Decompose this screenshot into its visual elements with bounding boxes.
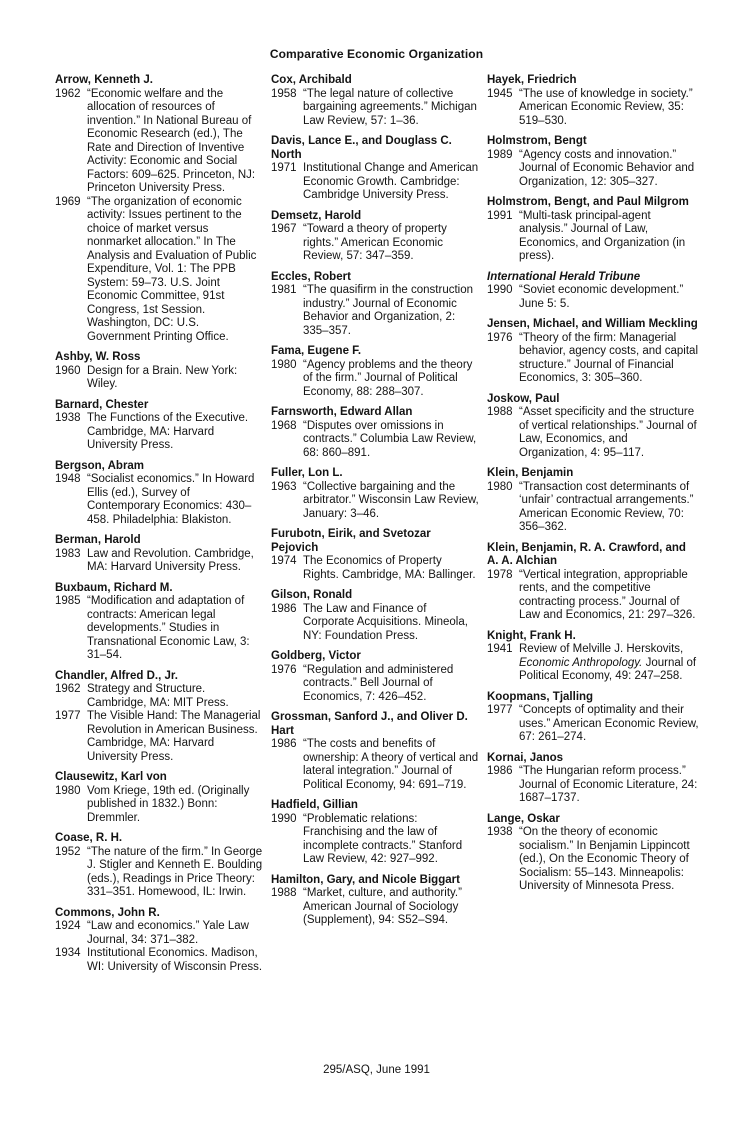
reference-author: Holmstrom, Bengt, and Paul Milgrom bbox=[487, 196, 689, 208]
reference-citation: “Soviet economic development.” June 5: 5. bbox=[519, 284, 684, 310]
reference-item bbox=[55, 412, 263, 453]
reference-year: 1976 bbox=[487, 331, 513, 344]
reference-entry bbox=[271, 271, 479, 339]
reference-author: Fuller, Lon L. bbox=[271, 467, 343, 479]
reference-citation: “The costs and benefits of ownership: A theory of vertical and lateral integration.” Journal of Political Economy, 94: 691–719. bbox=[303, 738, 479, 791]
citation-text: Journal of Political Economy, 49: 247–258. bbox=[519, 656, 697, 682]
reference-entry bbox=[487, 271, 699, 312]
reference-year: 1963 bbox=[271, 480, 297, 493]
reference-citation: The Functions of the Executive. Cambridge, MA: Harvard University Press. bbox=[87, 412, 249, 451]
reference-entry bbox=[487, 393, 699, 461]
reference-year: 1986 bbox=[271, 738, 297, 750]
reference-author: Hayek, Friedrich bbox=[487, 74, 577, 86]
reference-year: 1952 bbox=[55, 845, 81, 858]
reference-citation: “Toward a theory of property rights.” American Economic Review, 57: 347–359. bbox=[303, 223, 447, 262]
reference-citation: “The organization of economic activity: Issues pertinent to the choice of market versus nonmarket allocation.” In The Analysis and Evaluation of Public Expenditure, Vol. 1: The PPB System: 59–73. U.S. Joint Economic Committee, 91st Congress, 1st Session. Washington, DC: U.S. Government Printing Office. bbox=[87, 195, 257, 343]
reference-entry bbox=[487, 813, 699, 894]
reference-citation: “Multi-task principal-agent analysis.” Journal of Law, Economics, and Organization (in press). bbox=[519, 209, 686, 262]
reference-year: 1978 bbox=[487, 568, 513, 581]
reference-author: Barnard, Chester bbox=[55, 398, 149, 411]
reference-entry bbox=[55, 534, 263, 575]
reference-item bbox=[487, 88, 699, 129]
reference-entry bbox=[487, 630, 699, 684]
reference-item bbox=[271, 223, 479, 264]
reference-entry bbox=[271, 345, 479, 399]
reference-author: International Herald Tribune bbox=[487, 270, 641, 283]
reference-item bbox=[55, 595, 263, 663]
page-title: Comparative Economic Organization bbox=[269, 47, 484, 61]
reference-item bbox=[55, 846, 263, 900]
reference-item bbox=[55, 920, 263, 947]
reference-year: 1941 bbox=[487, 643, 513, 655]
reference-author: Ashby, W. Ross bbox=[55, 351, 141, 363]
reference-item bbox=[487, 149, 699, 190]
reference-item bbox=[487, 643, 699, 684]
reference-author: Demsetz, Harold bbox=[271, 209, 362, 222]
reference-entry bbox=[271, 467, 479, 521]
reference-citation: “Problematic relations: Franchising and the law of incomplete contracts.” Stanford Law Review, 42: 927–992. bbox=[303, 812, 463, 865]
reference-item bbox=[271, 664, 479, 705]
reference-item bbox=[487, 332, 699, 386]
reference-item bbox=[55, 683, 263, 710]
reference-item bbox=[487, 826, 699, 894]
reference-year: 1981 bbox=[271, 284, 297, 296]
reference-citation: “The legal nature of collective bargaining agreements.” Michigan Law Review, 57: 1–36. bbox=[303, 87, 477, 127]
citation-text: Review of Melville J. Herskovits, bbox=[519, 643, 684, 655]
running-head bbox=[0, 47, 753, 61]
reference-citation: “The use of knowledge in society.” American Economic Review, 35: 519–530. bbox=[519, 87, 693, 127]
reference-author: Farnsworth, Edward Allan bbox=[271, 406, 413, 418]
reference-entry bbox=[271, 135, 479, 203]
reference-year: 1962 bbox=[55, 87, 81, 100]
reference-year: 1974 bbox=[271, 555, 297, 567]
reference-year: 1977 bbox=[487, 704, 513, 716]
reference-author: Koopmans, Tjalling bbox=[487, 690, 594, 703]
reference-author: Berman, Harold bbox=[55, 534, 141, 546]
reference-citation: “Disputes over omissions in contracts.” Columbia Law Review, 68: 860–891. bbox=[303, 419, 477, 459]
reference-item bbox=[55, 365, 263, 392]
reference-entry bbox=[55, 351, 263, 392]
reference-item bbox=[55, 710, 263, 764]
reference-entry bbox=[55, 399, 263, 453]
reference-citation: “Regulation and administered contracts.” Bell Journal of Economics, 7: 426–452. bbox=[303, 663, 454, 703]
reference-entry bbox=[271, 589, 479, 643]
reference-year: 1962 bbox=[55, 683, 81, 695]
reference-author: Jensen, Michael, and William Meckling bbox=[487, 318, 698, 330]
reference-entry bbox=[271, 711, 479, 792]
reference-entry bbox=[487, 467, 699, 535]
reference-year: 1960 bbox=[55, 364, 81, 377]
reference-citation: The Economics of Property Rights. Cambridge, MA: Ballinger. bbox=[303, 555, 476, 581]
reference-entry bbox=[487, 74, 699, 128]
reference-author: Grossman, Sanford J., and Oliver D. Hart bbox=[271, 711, 468, 737]
reference-citation bbox=[519, 643, 699, 684]
reference-entry bbox=[55, 907, 263, 975]
reference-entry bbox=[271, 210, 479, 264]
reference-item bbox=[487, 765, 699, 806]
reference-citation: “Modification and adaptation of contracts: American legal developments.” Studies in Transnational Economic Law, 3: 31–54. bbox=[87, 595, 250, 661]
reference-year: 1977 bbox=[55, 710, 81, 722]
reference-author: Commons, John R. bbox=[55, 906, 160, 919]
reference-year: 1968 bbox=[271, 419, 297, 432]
reference-author: Cox, Archibald bbox=[271, 74, 352, 86]
reference-item bbox=[271, 420, 479, 461]
reference-year: 1945 bbox=[487, 87, 513, 100]
reference-citation: “Asset specificity and the structure of vertical relationships.” Journal of Law, Economics, and Organization, 4: 95–117. bbox=[519, 406, 697, 459]
reference-citation: “The Hungarian reform process.” Journal of Economic Literature, 24: 1687–1737. bbox=[519, 765, 698, 804]
reference-year: 1971 bbox=[271, 162, 297, 174]
reference-entry bbox=[55, 832, 263, 900]
reference-entry bbox=[55, 670, 263, 765]
reference-year: 1980 bbox=[271, 358, 297, 371]
reference-entry bbox=[487, 542, 699, 623]
reference-year: 1986 bbox=[487, 765, 513, 777]
reference-citation: Law and Revolution. Cambridge, MA: Harvard University Press. bbox=[87, 547, 254, 573]
reference-citation: “Collective bargaining and the arbitrator.” Wisconsin Law Review, January: 3–46. bbox=[303, 480, 479, 520]
reference-item bbox=[487, 481, 699, 535]
reference-entry bbox=[55, 74, 263, 344]
reference-author: Holmstrom, Bengt bbox=[487, 135, 587, 147]
reference-item bbox=[55, 196, 263, 345]
reference-entry bbox=[487, 691, 699, 745]
reference-entry bbox=[271, 74, 479, 128]
reference-citation: “Concepts of optimality and their uses.” American Economic Review, 67: 261–274. bbox=[519, 704, 699, 743]
reference-citation: Vom Kriege, 19th ed. (Originally published in 1832.) Bonn: Dremmler. bbox=[87, 784, 250, 824]
reference-entry bbox=[487, 318, 699, 386]
reference-citation: “Socialist economics.” In Howard Ellis (ed.), Survey of Contemporary Economics: 430–458. Philadelphia: Blakiston. bbox=[87, 473, 255, 526]
reference-item bbox=[271, 481, 479, 522]
reference-item bbox=[55, 947, 263, 974]
reference-item bbox=[55, 548, 263, 575]
reference-item bbox=[487, 569, 699, 623]
reference-citation: Design for a Brain. New York: Wiley. bbox=[87, 364, 238, 390]
reference-citation: “Theory of the firm: Managerial behavior, agency costs, and capital structure.” Journal of Financial Economics, 3: 305–360. bbox=[519, 331, 699, 384]
reference-year: 1991 bbox=[487, 209, 513, 222]
reference-author: Chandler, Alfred D., Jr. bbox=[55, 669, 178, 682]
reference-citation: The Visible Hand: The Managerial Revolution in American Business. Cambridge, MA: Harvard University Press. bbox=[87, 710, 261, 763]
reference-year: 1934 bbox=[55, 947, 81, 959]
reference-entry bbox=[271, 406, 479, 460]
reference-year: 1976 bbox=[271, 663, 297, 676]
reference-year: 1980 bbox=[55, 784, 81, 797]
reference-year: 1985 bbox=[55, 595, 81, 607]
reference-item bbox=[487, 704, 699, 745]
reference-entry bbox=[271, 799, 479, 867]
reference-author: Goldberg, Victor bbox=[271, 650, 361, 662]
reference-column-2 bbox=[271, 74, 479, 935]
reference-item bbox=[487, 406, 699, 460]
reference-year: 1990 bbox=[487, 284, 513, 296]
reference-year: 1990 bbox=[271, 812, 297, 825]
reference-citation: Strategy and Structure. Cambridge, MA: MIT Press. bbox=[87, 683, 229, 709]
reference-entry bbox=[271, 874, 479, 928]
reference-citation: “Transaction cost determinants of ‘unfair’ contractual arrangements.” American Economic Review, 70: 356–362. bbox=[519, 480, 694, 533]
reference-author: Furubotn, Eirik, and Svetozar Pejovich bbox=[271, 528, 431, 554]
reference-citation: “Agency problems and the theory of the firm.” Journal of Political Economy, 88: 288–307. bbox=[303, 358, 473, 398]
reference-entry bbox=[55, 771, 263, 825]
reference-entry bbox=[487, 752, 699, 806]
reference-author: Knight, Frank H. bbox=[487, 629, 576, 642]
reference-item bbox=[55, 88, 263, 196]
reference-year: 1938 bbox=[487, 826, 513, 838]
reference-author: Davis, Lance E., and Douglass C. North bbox=[271, 135, 452, 161]
reference-year: 1938 bbox=[55, 412, 81, 424]
reference-citation: “Market, culture, and authority.” American Journal of Sociology (Supplement), 94: S52–S94. bbox=[303, 887, 462, 926]
reference-citation: “On the theory of economic socialism.” In Benjamin Lippincott (ed.), On the Economic Theory of Socialism: 55–143. Minneapolis: University of Minnesota Press. bbox=[519, 826, 690, 892]
reference-citation: Institutional Change and American Economic Growth. Cambridge: Cambridge University Press. bbox=[303, 162, 479, 201]
reference-citation: “Economic welfare and the allocation of resources of invention.” In National Bureau of Economic Research (ed.), The Rate and Direction of Inventive Activity: Economic and Social Factors: 609–625. Princeton, NJ: Princeton University Press. bbox=[87, 87, 256, 194]
reference-item bbox=[271, 359, 479, 400]
reference-author: Gilson, Ronald bbox=[271, 589, 353, 601]
reference-author: Hamilton, Gary, and Nicole Biggart bbox=[271, 873, 460, 886]
reference-entry bbox=[487, 135, 699, 189]
reference-year: 1988 bbox=[487, 406, 513, 418]
reference-entry bbox=[271, 528, 479, 582]
reference-author: Klein, Benjamin, R. A. Crawford, and A. A. Alchian bbox=[487, 541, 686, 567]
reference-author: Hadfield, Gillian bbox=[271, 799, 358, 811]
reference-author: Joskow, Paul bbox=[487, 392, 560, 405]
reference-year: 1969 bbox=[55, 195, 81, 208]
reference-author: Coase, R. H. bbox=[55, 832, 123, 844]
reference-year: 1986 bbox=[271, 602, 297, 615]
reference-year: 1983 bbox=[55, 547, 81, 560]
reference-year: 1924 bbox=[55, 920, 81, 932]
reference-item bbox=[271, 738, 479, 792]
reference-author: Buxbaum, Richard M. bbox=[55, 581, 173, 594]
reference-item bbox=[271, 88, 479, 129]
reference-citation: “Vertical integration, appropriable rents, and the competitive contracting process.” Journal of Law and Economics, 21: 297–326. bbox=[519, 568, 696, 621]
reference-author: Fama, Eugene F. bbox=[271, 345, 362, 357]
reference-item bbox=[271, 555, 479, 582]
reference-citation: The Law and Finance of Corporate Acquisitions. Mineola, NY: Foundation Press. bbox=[303, 602, 468, 642]
reference-item bbox=[271, 813, 479, 867]
reference-column-1 bbox=[55, 74, 263, 981]
reference-entry bbox=[271, 650, 479, 704]
reference-citation: “The nature of the firm.” In George J. Stigler and Kenneth E. Boulding (eds.), Readings in Price Theory: 331–351. Homewood, IL: Irwin. bbox=[87, 845, 263, 898]
reference-item bbox=[55, 785, 263, 826]
reference-item bbox=[55, 473, 263, 527]
reference-author: Clausewitz, Karl von bbox=[55, 771, 167, 783]
reference-column-3 bbox=[487, 74, 699, 901]
reference-citation: “Agency costs and innovation.” Journal of Economic Behavior and Organization, 12: 305–327. bbox=[519, 148, 695, 188]
reference-year: 1948 bbox=[55, 473, 81, 485]
reference-item bbox=[487, 210, 699, 264]
reference-author: Lange, Oskar bbox=[487, 812, 560, 825]
footer-text: 295/ASQ, June 1991 bbox=[323, 1064, 430, 1076]
page-footer bbox=[0, 1064, 753, 1076]
reference-author: Arrow, Kenneth J. bbox=[55, 74, 153, 86]
reference-entry bbox=[487, 196, 699, 264]
reference-author: Klein, Benjamin bbox=[487, 467, 574, 479]
reference-author: Kornai, Janos bbox=[487, 751, 564, 764]
reference-year: 1988 bbox=[271, 887, 297, 899]
reference-citation: Institutional Economics. Madison, WI: University of Wisconsin Press. bbox=[87, 947, 263, 973]
reference-author: Eccles, Robert bbox=[271, 270, 351, 283]
reference-citation: “Law and economics.” Yale Law Journal, 34: 371–382. bbox=[87, 920, 249, 946]
reference-author: Bergson, Abram bbox=[55, 459, 145, 472]
reference-item bbox=[271, 162, 479, 203]
reference-year: 1967 bbox=[271, 223, 297, 235]
reference-entry bbox=[55, 460, 263, 528]
reference-item bbox=[271, 284, 479, 338]
reference-item bbox=[271, 887, 479, 928]
reference-item bbox=[271, 603, 479, 644]
citation-book-title: Economic Anthropology. bbox=[519, 656, 643, 669]
reference-citation: “The quasifirm in the construction industry.” Journal of Economic Behavior and Organization, 2: 335–357. bbox=[303, 284, 474, 337]
reference-year: 1989 bbox=[487, 148, 513, 161]
reference-item bbox=[487, 284, 699, 311]
reference-year: 1980 bbox=[487, 480, 513, 493]
reference-year: 1958 bbox=[271, 87, 297, 100]
reference-entry bbox=[55, 582, 263, 663]
